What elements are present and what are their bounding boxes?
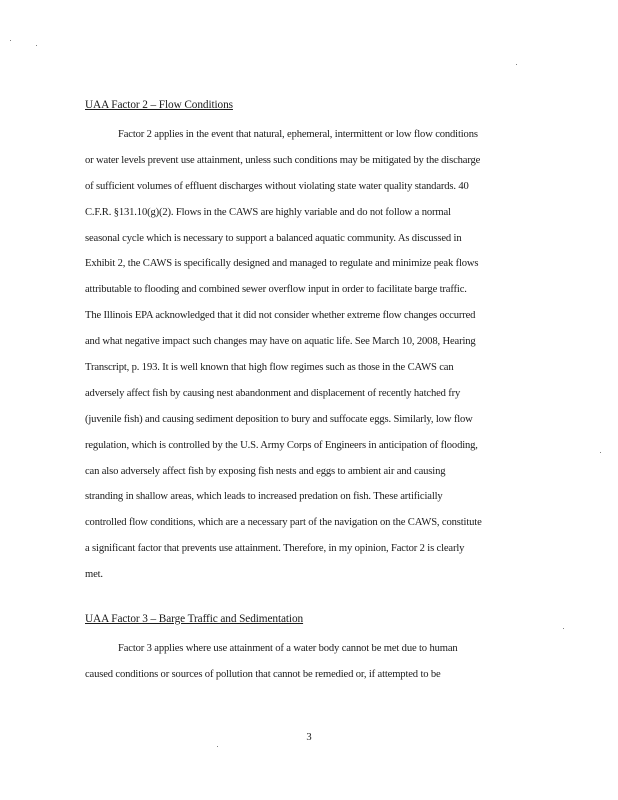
paragraph-line: Factor 3 applies where use attainment of a water body cannot be met due to human (118, 643, 458, 655)
scan-speck (10, 40, 11, 41)
paragraph-line: Transcript, p. 193. It is well known that high flow regimes such as those in the CAWS can (85, 362, 454, 374)
paragraph-line: a significant factor that prevents use attainment. Therefore, in my opinion, Factor 2 is clearly (85, 543, 465, 555)
section-spacer (85, 588, 529, 611)
scan-speck (36, 45, 37, 46)
paragraph-line: caused conditions or sources of pollution that cannot be remedied or, if attempted to be (85, 668, 441, 680)
scan-speck (600, 452, 601, 453)
paragraph-line: C.F.R. §131.10(g)(2). Flows in the CAWS are highly variable and do not follow a normal (85, 206, 451, 218)
scan-speck (563, 628, 564, 629)
paragraph-line: of sufficient volumes of effluent discharges without violating state water quality standards. 40 (85, 180, 469, 192)
paragraph-line: controlled flow conditions, which are a necessary part of the navigation on the CAWS, constitute (85, 517, 482, 529)
paragraph-line: The Illinois EPA acknowledged that it did not consider whether extreme flow changes occurred (85, 310, 476, 322)
paragraph-line: seasonal cycle which is necessary to support a balanced aquatic community. As discussed in (85, 232, 462, 244)
scan-speck (516, 64, 517, 65)
paragraph-line: (juvenile fish) and causing sediment deposition to bury and suffocate eggs. Similarly, low flow (85, 413, 473, 425)
paragraph-line: Exhibit 2, the CAWS is specifically designed and managed to regulate and minimize peak flows (85, 258, 479, 270)
paragraph-factor-3 (85, 636, 529, 688)
document-body (85, 97, 529, 688)
paragraph-factor-2 (85, 122, 529, 588)
paragraph-line: or water levels prevent use attainment, unless such conditions may be mitigated by the discharge (85, 154, 481, 166)
paragraph-line: met. (85, 569, 103, 581)
paragraph-line: can also adversely affect fish by exposing fish nests and eggs to ambient air and causing (85, 465, 446, 477)
scan-speck (217, 746, 218, 747)
paragraph-line: adversely affect fish by causing nest abandonment and displacement of recently hatched fry (85, 387, 461, 399)
paragraph-line: and what negative impact such changes may have on aquatic life. See March 10, 2008, Hearing (85, 336, 476, 348)
paragraph-line: attributable to flooding and combined sewer overflow input in order to facilitate barge traffic. (85, 284, 467, 296)
section-heading-factor-3: UAA Factor 3 – Barge Traffic and Sedimentation (85, 613, 304, 626)
paragraph-line: stranding in shallow areas, which leads to increased predation on fish. These artificially (85, 491, 443, 503)
section-heading-factor-2: UAA Factor 2 – Flow Conditions (85, 99, 233, 111)
page-number: 3 (306, 732, 312, 743)
paragraph-line: Factor 2 applies in the event that natural, ephemeral, intermittent or low flow conditions (118, 129, 478, 140)
paragraph-line: regulation, which is controlled by the U.S. Army Corps of Engineers in anticipation of flooding, (85, 439, 478, 451)
